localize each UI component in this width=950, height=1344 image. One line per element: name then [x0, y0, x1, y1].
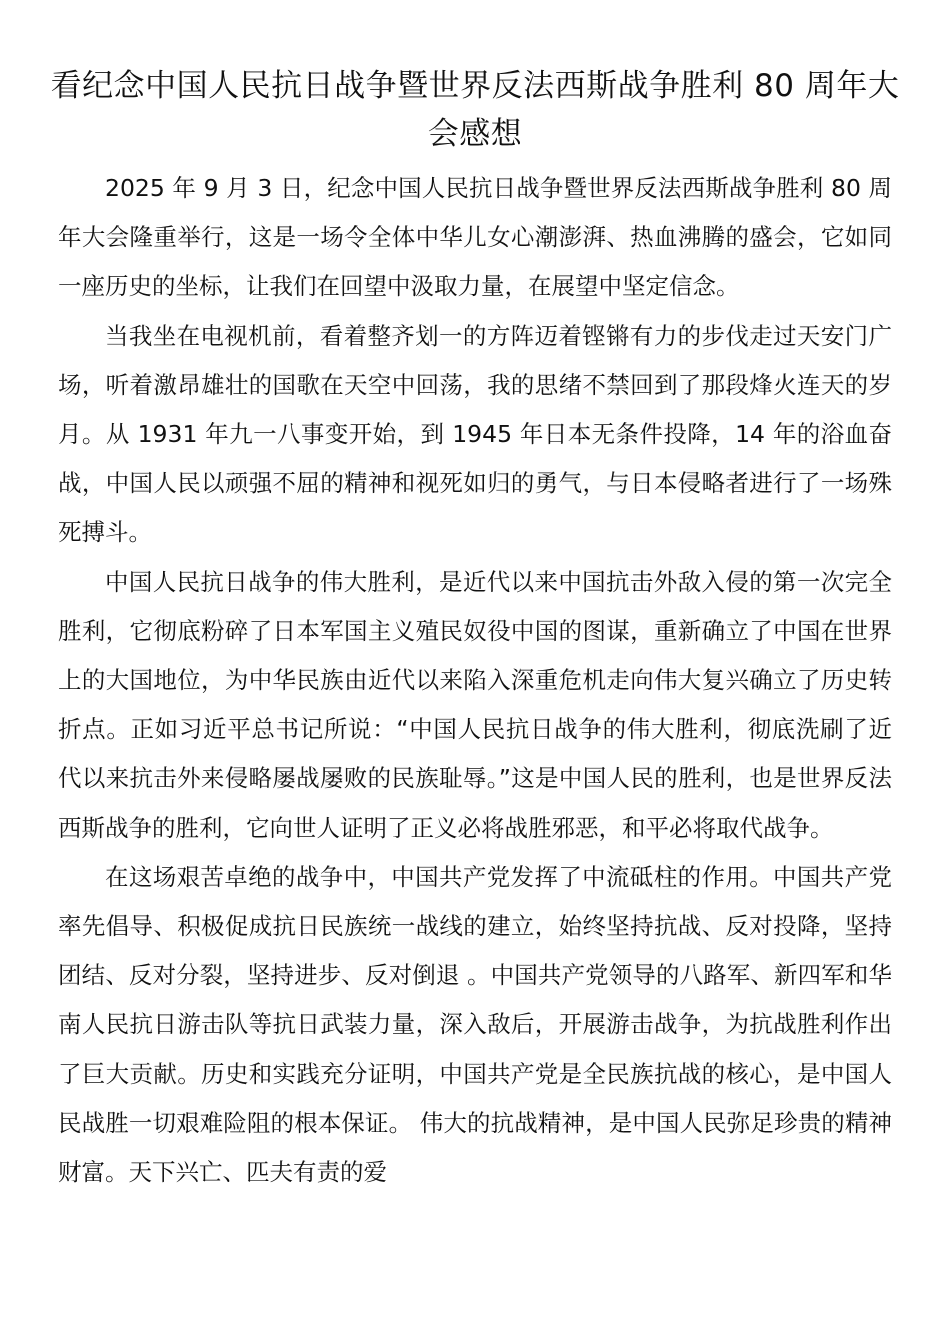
paragraph-4: 在这场艰苦卓绝的战争中，中国共产党发挥了中流砥柱的作用。中国共产党率先倡导、积极促成抗日民族统一战线的建立，始终坚持抗战、反对投降，坚持团结、反对分裂，坚持进步、反对倒退 。中国共产党领导的八路军、新四军和华南人民抗日游击队等抗日武装力量，深入敌后，开展游击战争，为抗战胜利作出了巨大贡献。历史和实践充分证明，中国共产党是全民族抗战的核心，是中国人民战胜一切艰难险阻的根本保证。 伟大的抗战精神，是中国人民弥足珍贵的精神财富。天下兴亡、匹夫有责的爱: [58, 862, 892, 1187]
paragraph-3: 中国人民抗日战争的伟大胜利，是近代以来中国抗击外敌入侵的第一次完全胜利，它彻底粉碎了日本军国主义殖民奴役中国的图谋，重新确立了中国在世界上的大国地位，为中华民族由近代以来陷入深重危机走向伟大复兴确立了历史转折点。正如习近平总书记所说：“中国人民抗日战争的伟大胜利，彻底洗刷了近代以来抗击外来侵略屡战屡败的民族耻辱。”这是中国人民的胜利，也是世界反法西斯战争的胜利，它向世人证明了正义必将战胜邪恶，和平必将取代战争。: [58, 567, 892, 842]
paragraph-1: 2025 年 9 月 3 日，纪念中国人民抗日战争暨世界反法西斯战争胜利 80 周年大会隆重举行，这是一场令全体中华儿女心潮澎湃、热血沸腾的盛会，它如同一座历史的坐标，让我们在回望中汲取力量，在展望中坚定信念。: [58, 174, 892, 301]
document-body: [58, 164, 892, 1197]
paragraph-2: 当我坐在电视机前，看着整齐划一的方阵迈着铿锵有力的步伐走过天安门广场，听着激昂雄壮的国歌在天空中回荡，我的思绪不禁回到了那段烽火连天的岁月。从 1931 年九一八事变开始，到 1945 年日本无条件投降，14 年的浴血奋战，中国人民以顽强不屈的精神和视死如归的勇气，与日本侵略者进行了一场殊死搏斗。: [58, 321, 892, 547]
document-title: 看纪念中国人民抗日战争暨世界反法西斯战争胜利 80 周年大会感想: [50, 68, 900, 152]
